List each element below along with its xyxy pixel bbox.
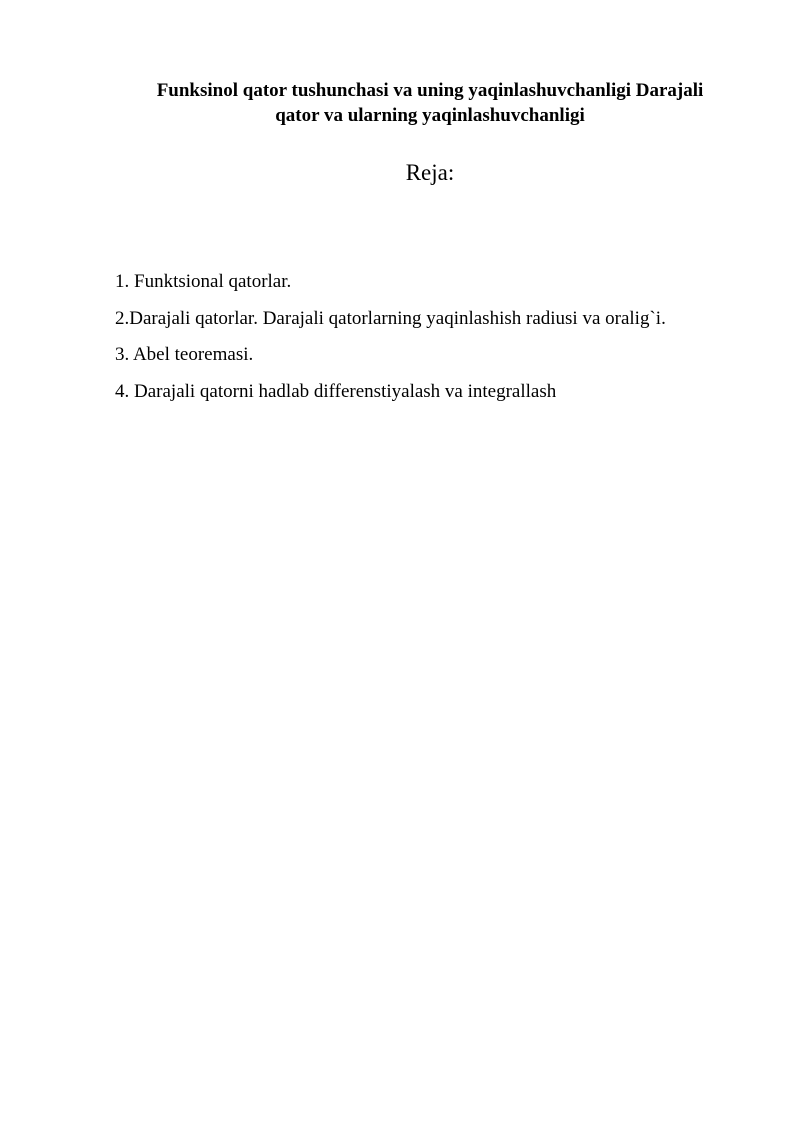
- plan-item-2: 2.Darajali qatorlar. Darajali qatorlarning yaqinlashish radiusi va oralig`i.: [115, 307, 666, 329]
- document-title: [110, 78, 750, 128]
- plan-item-3: 3. Abel teoremasi.: [115, 344, 254, 365]
- title-line-2: qator va ularning yaqinlashuvchanligi: [275, 105, 585, 126]
- plan-list: [115, 270, 785, 416]
- plan-heading: Reja:: [405, 160, 455, 185]
- plan-item-4: 4. Darajali qatorni hadlab differenstiyalash va integrallash: [115, 380, 557, 402]
- plan-item-1: 1. Funktsional qatorlar.: [115, 271, 292, 292]
- title-line-1: Funksinol qator tushunchasi va uning yaqinlashuvchanligi Darajali: [156, 80, 704, 101]
